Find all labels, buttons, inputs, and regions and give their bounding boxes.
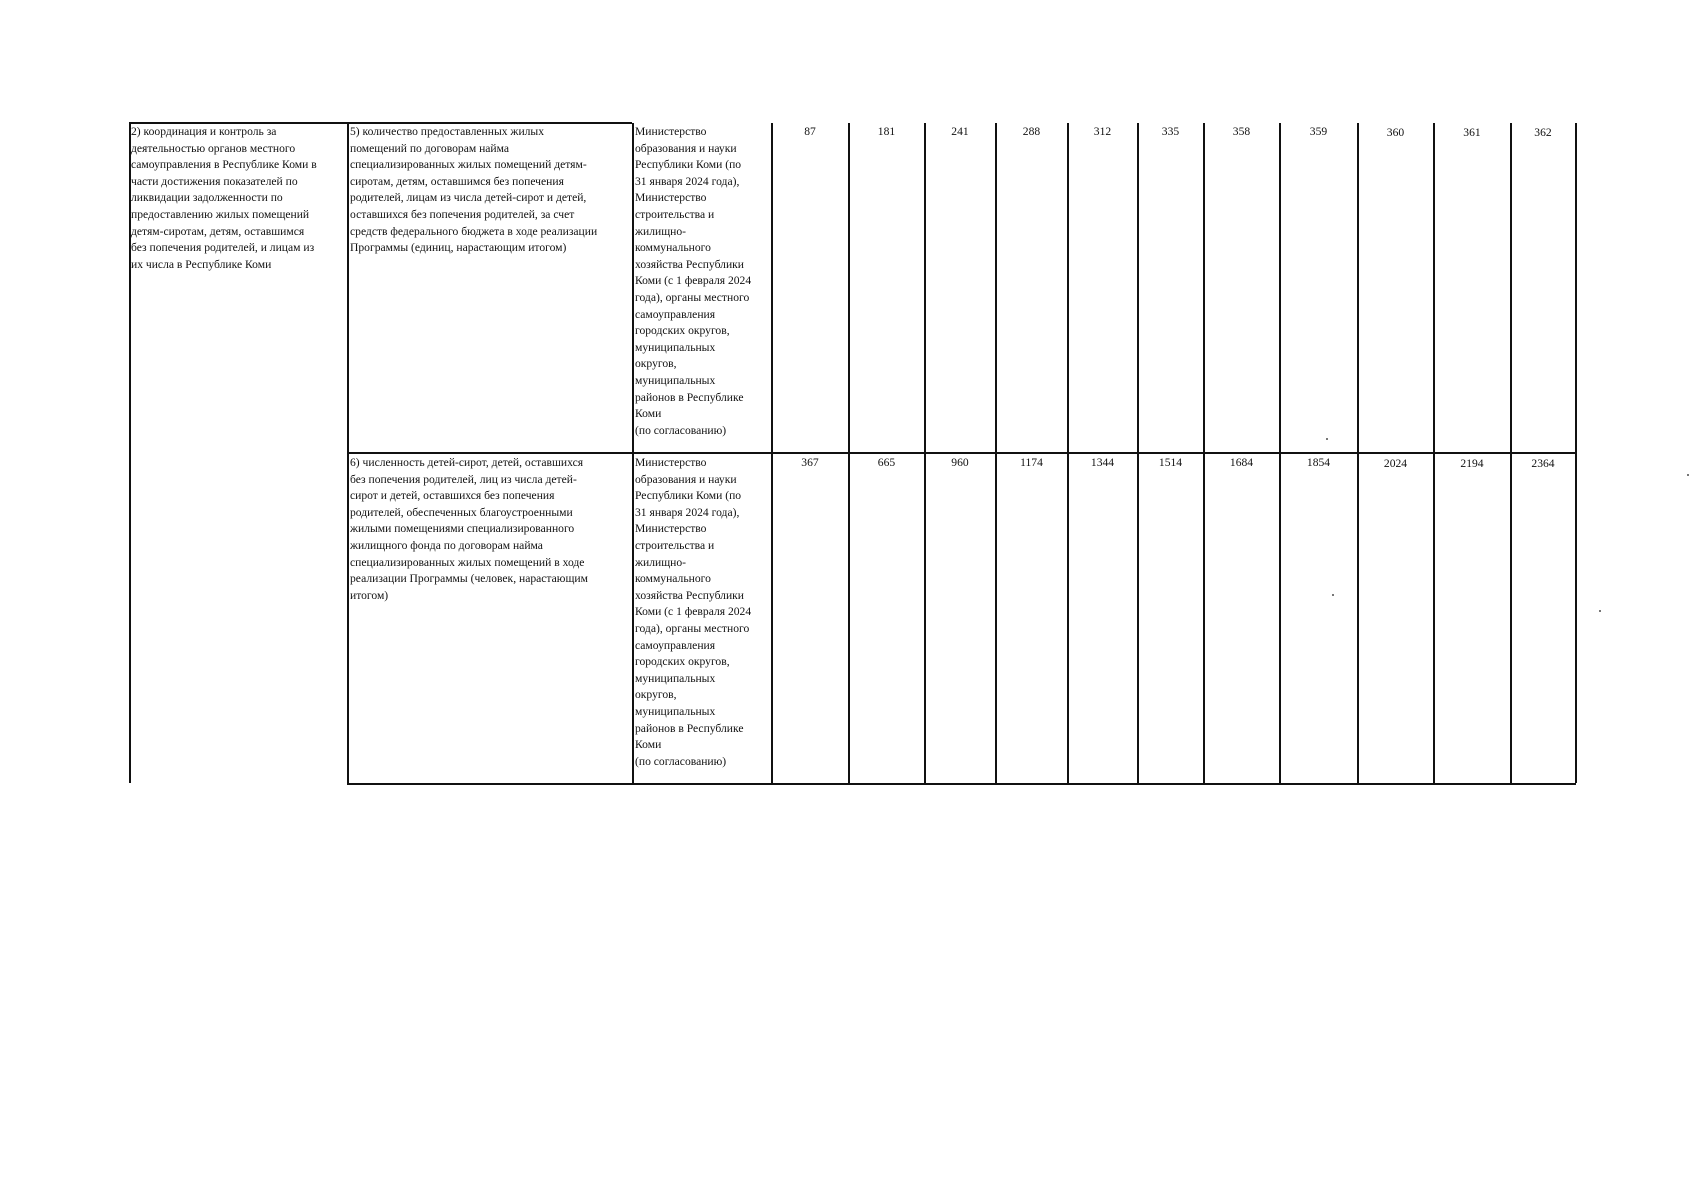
row-5-value-5: 312 [1093,125,1112,138]
scan-speck [1326,438,1328,440]
row-5-value-9: 360 [1386,126,1405,139]
row-5-value-11: 362 [1534,126,1552,139]
row-6-value-8: 1854 [1306,456,1331,469]
scan-speck [1332,594,1334,596]
row-5-value-7: 358 [1232,125,1251,138]
scan-speck [1687,474,1689,476]
row-6-value-9: 2024 [1383,457,1408,470]
row-6-value-3: 960 [951,456,969,469]
row-6-value-4: 1174 [1020,456,1043,469]
row-6-value-5: 1344 [1090,456,1115,469]
responsible-6-text: Министерство образования и науки Республики Коми (по 31 января 2024 года), Министерство строительства и жилищно- коммунального хозяйства Республики Коми (с 1 февраля 2024 года), органы местного самоуправления городских округов, муниципальных округов, муниципальных районов в Республике Коми (по согласованию) [635,456,752,768]
row-6-value-11: 2364 [1531,457,1555,470]
row-5-value-1: 87 [804,125,816,138]
row-5-value-3: 241 [951,125,969,138]
row-6-value-1: 367 [801,456,819,469]
table-border-row-separator [347,452,1576,454]
row-5-value-6: 335 [1161,125,1180,138]
goal-text: 2) координация и контроль за деятельностью органов местного самоуправления в Республике Коми в части достижения показателей по ликвидации задолженности по предоставлению жилых помещений детям-сиротам, детям, оставшимся без попечения родителей, и лицам из их числа в Республике Коми [131,125,317,271]
row-6-value-6: 1514 [1158,456,1183,469]
row-6-value-10: 2194 [1460,457,1484,470]
row-5-value-10: 361 [1463,126,1481,139]
row-6-value-7: 1684 [1229,456,1254,469]
indicator-5-text: 5) количество предоставленных жилых помещений по договорам найма специализированных жилых помещений детям- сиротам, детям, оставшимся без попечения родителей, лицам из числа детей-сирот и детей, оставшихся без попечения родителей, за счет средств федерального бюджета в ходе реализации Программы (единиц, нарастающим итогом) [350,125,598,255]
row-5-value-8: 359 [1309,125,1328,138]
row-5-value-2: 181 [877,125,896,138]
scan-speck [1599,610,1601,612]
row-5-value-4: 288 [1022,125,1041,138]
table-border-bottom [347,783,1576,785]
responsible-5-text: Министерство образования и науки Республики Коми (по 31 января 2024 года), Министерство строительства и жилищно- коммунального хозяйства Республики Коми (с 1 февраля 2024 года), органы местного самоуправления городских округов, муниципальных округов, муниципальных районов в Республике Коми (по согласованию) [635,125,752,437]
indicator-6-text: 6) численность детей-сирот, детей, оставшихся без попечения родителей, лиц из числа детей- сирот и детей, оставшихся без попечения родителей, обеспеченных благоустроенными жилыми помещениями специализированного жилищного фонда по договорам найма специализированных жилых помещений в ходе реализации Программы (человек, нарастающим итогом) [350,456,588,602]
row-6-value-2: 665 [877,456,896,469]
